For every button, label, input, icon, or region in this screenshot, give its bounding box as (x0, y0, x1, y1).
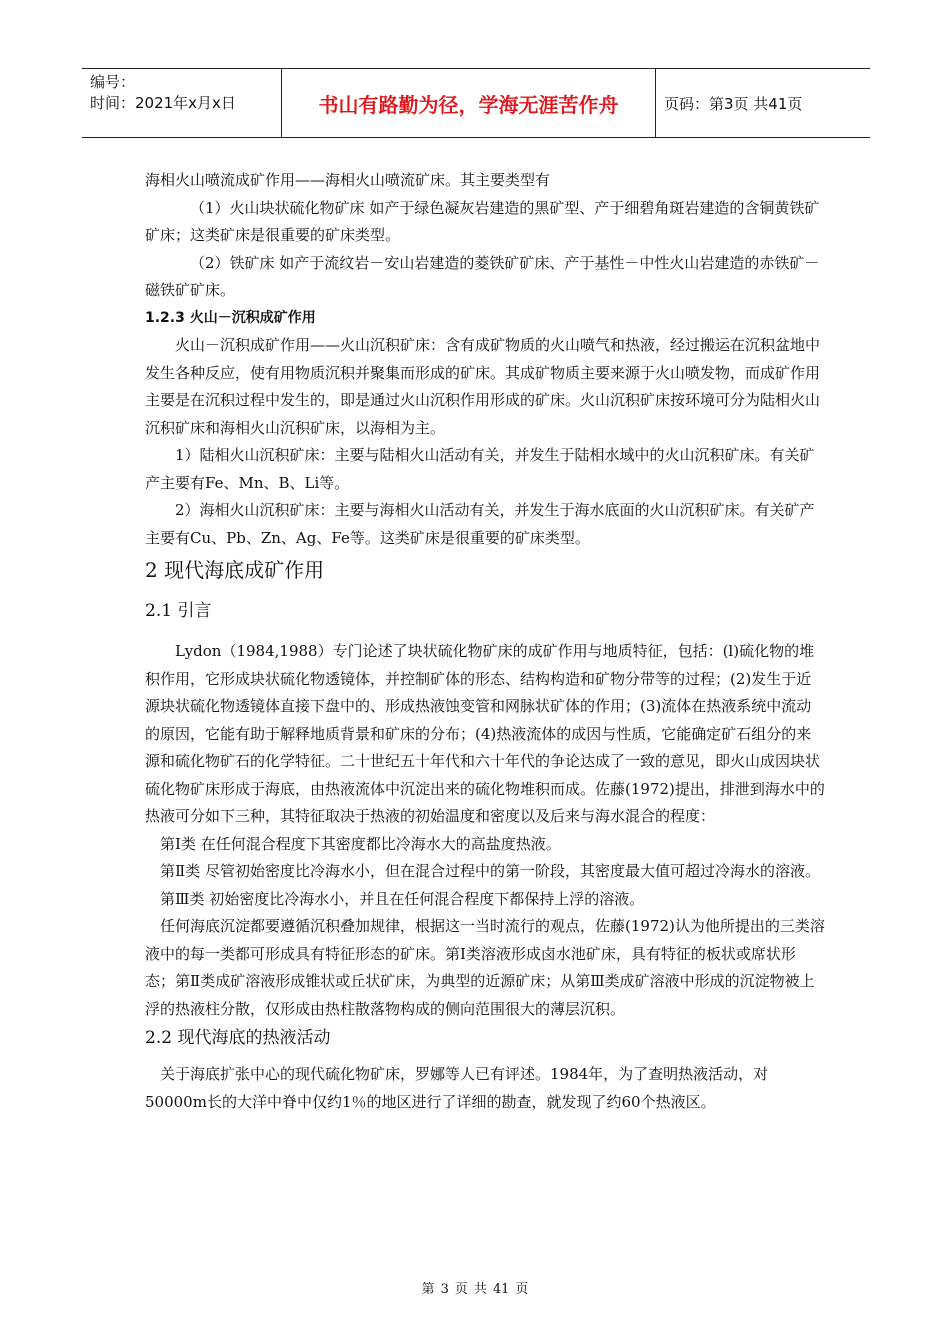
footer-ye: 页 (454, 1282, 468, 1297)
paragraph: 关于海底扩张中心的现代硫化物矿床，罗娜等人已有评述。1984年，为了查明热液活动，对50000m长的大洋中脊中仅约1％的地区进行了详细的勘查，就发现了约60个热液区。 (145, 1065, 769, 1111)
section-heading-2-1: 2.1 引言 (145, 601, 212, 621)
code-label: 编号： (90, 73, 136, 91)
header-motto: 书山有路勤为径，学海无涯苦作舟 (282, 69, 656, 137)
document-body (145, 167, 825, 1116)
header-meta (82, 69, 282, 137)
paragraph: 2）海相火山沉积矿床：主要与海相火山活动有关，并发生于海水底面的火山沉积矿床。有关矿产主要有Cu、Pb、Zn、Ag、Fe等。这类矿床是很重要的矿床类型。 (145, 501, 815, 547)
paragraph: 任何海底沉淀都要遵循沉积叠加规律，根据这一当时流行的观点，佐藤(1972)认为他所提出的三类溶液中的每一类都可形成具有特征形态的矿床。第Ⅰ类溶液形成卤水池矿床，具有特征的板状或席状形态；第Ⅱ类成矿溶液形成锥状或丘状矿床，为典型的近源矿床；从第Ⅲ类成矿溶液中形成的沉淀物被上浮的热液柱分散，仅形成由热柱散落物构成的侧向范围很大的薄层沉积。 (145, 917, 825, 1018)
section-heading-2-2: 2.2 现代海底的热液活动 (145, 1028, 331, 1048)
footer-total-pages: 41 (492, 1282, 510, 1297)
document-header (82, 68, 870, 138)
section-heading-2: 2 现代海底成矿作用 (145, 558, 325, 582)
paragraph: （1）火山块状硫化物矿床 如产于绿色凝灰岩建造的黑矿型、产于细碧角斑岩建造的含铜黄铁矿矿床；这类矿床是很重要的矿床类型。 (145, 198, 820, 244)
paragraph: 第Ⅰ类 在任何混合程度下其密度都比冷海水大的高盐度热液。 (160, 834, 561, 853)
header-page-info: 页码：第3页 共41页 (664, 94, 803, 113)
section-heading-1-2-3: 1.2.3 火山－沉积成矿作用 (145, 309, 316, 326)
footer-page-number: 3 (440, 1282, 449, 1297)
paragraph: 1）陆相火山沉积矿床：主要与陆相火山活动有关，并发生于陆相水域中的火山沉积矿床。有关矿产主要有Fe、Mn、B、Li等。 (145, 446, 815, 492)
footer-ye: 页 (515, 1282, 529, 1297)
date-line: 时间：2021年x月x日 (90, 94, 236, 112)
footer-gong: 共 (473, 1282, 487, 1297)
page-footer (0, 1278, 950, 1297)
footer-di: 第 (421, 1282, 435, 1297)
paragraph: （2）铁矿床 如产于流纹岩－安山岩建造的菱铁矿矿床、产于基性－中性火山岩建造的赤铁矿－磁铁矿矿床。 (145, 253, 820, 299)
paragraph: 第Ⅱ类 尽管初始密度比冷海水小，但在混合过程中的第一阶段，其密度最大值可超过冷海水的溶液。 (160, 862, 820, 880)
paragraph: 火山－沉积成矿作用——火山沉积矿床：含有成矿物质的火山喷气和热液，经过搬运在沉积盆地中发生各种反应，使有用物质沉积并聚集而形成的矿床。其成矿物质主要来源于火山喷发物，而成矿作用主要是在沉积过程中发生的，即是通过火山沉积作用形成的矿床。火山沉积矿床按环境可分为陆相火山沉积矿床和海相火山沉积矿床，以海相为主。 (145, 336, 821, 437)
paragraph: 第Ⅲ类 初始密度比冷海水小，并且在任何混合程度下都保持上浮的溶液。 (160, 889, 645, 908)
paragraph: 海相火山喷流成矿作用——海相火山喷流矿床。其主要类型有 (145, 171, 551, 189)
paragraph: Lydon（1984,1988）专门论述了块状硫化物矿床的成矿作用与地质特征，包括：(l)硫化物的堆积作用，它形成块状硫化物透镜体，并控制矿体的形态、结构构造和矿物分带等的过程；(2)发生于近源块状硫化物透镜体直接下盘中的、形成热液蚀变管和网脉状矿体的作用；(3)流体在热液系统中流动的原因，它能有助于解释地质背景和矿床的分布；(4)热液流体的成因与性质，它能确定矿石组分的来源和硫化物矿石的化学特征。二十世纪五十年代和六十年代的争论达成了一致的意见，即火山成因块状硫化物矿床形成于海底，由热液流体中沉淀出来的硫化物堆积而成。佐藤(1972)提出，排泄到海水中的热液可分如下三种，其特征取决于热液的初始温度和密度以及后来与海水混合的程度： (145, 642, 825, 825)
